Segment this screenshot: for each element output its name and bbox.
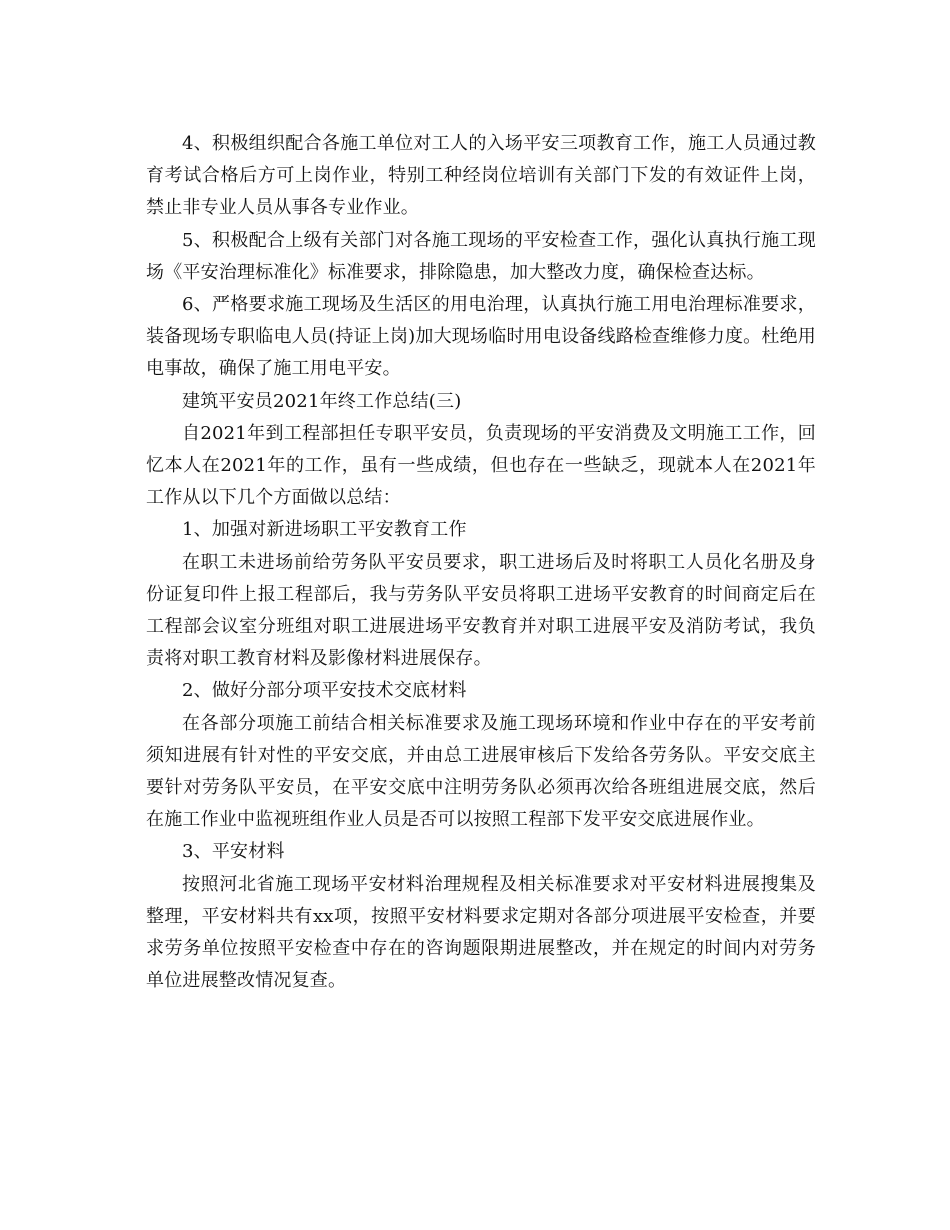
subheading-2: 2、做好分部分项平安技术交底材料	[182, 680, 467, 702]
subheading-3: 3、平安材料	[182, 841, 285, 863]
paragraph-item-6: 6、严格要求施工现场及生活区的用电治理，认真执行施工用电治理标准要求，装备现场专职临电人员(持证上岗)加大现场临时用电设备线路检查维修力度。杜绝用电事故，确保了施工用电平安。	[146, 294, 816, 380]
paragraph-item-5: 5、积极配合上级有关部门对各施工现场的平安检查工作，强化认真执行施工现场《平安治理标准化》标准要求，排除隐患，加大整改力度，确保检查达标。	[146, 229, 816, 283]
paragraph-education: 在职工未进场前给劳务队平安员要求，职工进场后及时将职工人员化名册及身份证复印件上报工程部后，我与劳务队平安员将职工进场平安教育的时间商定后在工程部会议室分班组对职工进展进场平安教育并对职工进展平安及消防考试，我负责将对职工教育材料及影像材料进展保存。	[146, 551, 816, 670]
document-body	[146, 128, 816, 997]
intro-paragraph: 自2021年到工程部担任专职平安员，负责现场的平安消费及文明施工工作，回忆本人在2021年的工作，虽有一些成绩，但也存在一些缺乏，现就本人在2021年工作从以下几个方面做以总结：	[146, 422, 816, 509]
paragraph-safety-materials: 按照河北省施工现场平安材料治理规程及相关标准要求对平安材料进展搜集及整理，平安材料共有xx项，按照平安材料要求定期对各部分项进展平安检查，并要求劳务单位按照平安检查中存在的咨询题限期进展整改，并在规定的时间内对劳务单位进展整改情况复查。	[146, 873, 816, 992]
section-heading: 建筑平安员2021年终工作总结(三)	[182, 390, 462, 412]
subheading-1: 1、加强对新进场职工平安教育工作	[182, 519, 467, 541]
paragraph-safety-briefing: 在各部分项施工前结合相关标准要求及施工现场环境和作业中存在的平安考前须知进展有针对性的平安交底，并由总工进展审核后下发给各劳务队。平安交底主要针对劳务队平安员，在平安交底中注明劳务队必须再次给各班组进展交底，然后在施工作业中监视班组作业人员是否可以按照工程部下发平安交底进展作业。	[146, 712, 816, 831]
paragraph-item-4: 4、积极组织配合各施工单位对工人的入场平安三项教育工作，施工人员通过教育考试合格后方可上岗作业，特别工种经岗位培训有关部门下发的有效证件上岗，禁止非专业人员从事各专业作业。	[146, 133, 816, 219]
